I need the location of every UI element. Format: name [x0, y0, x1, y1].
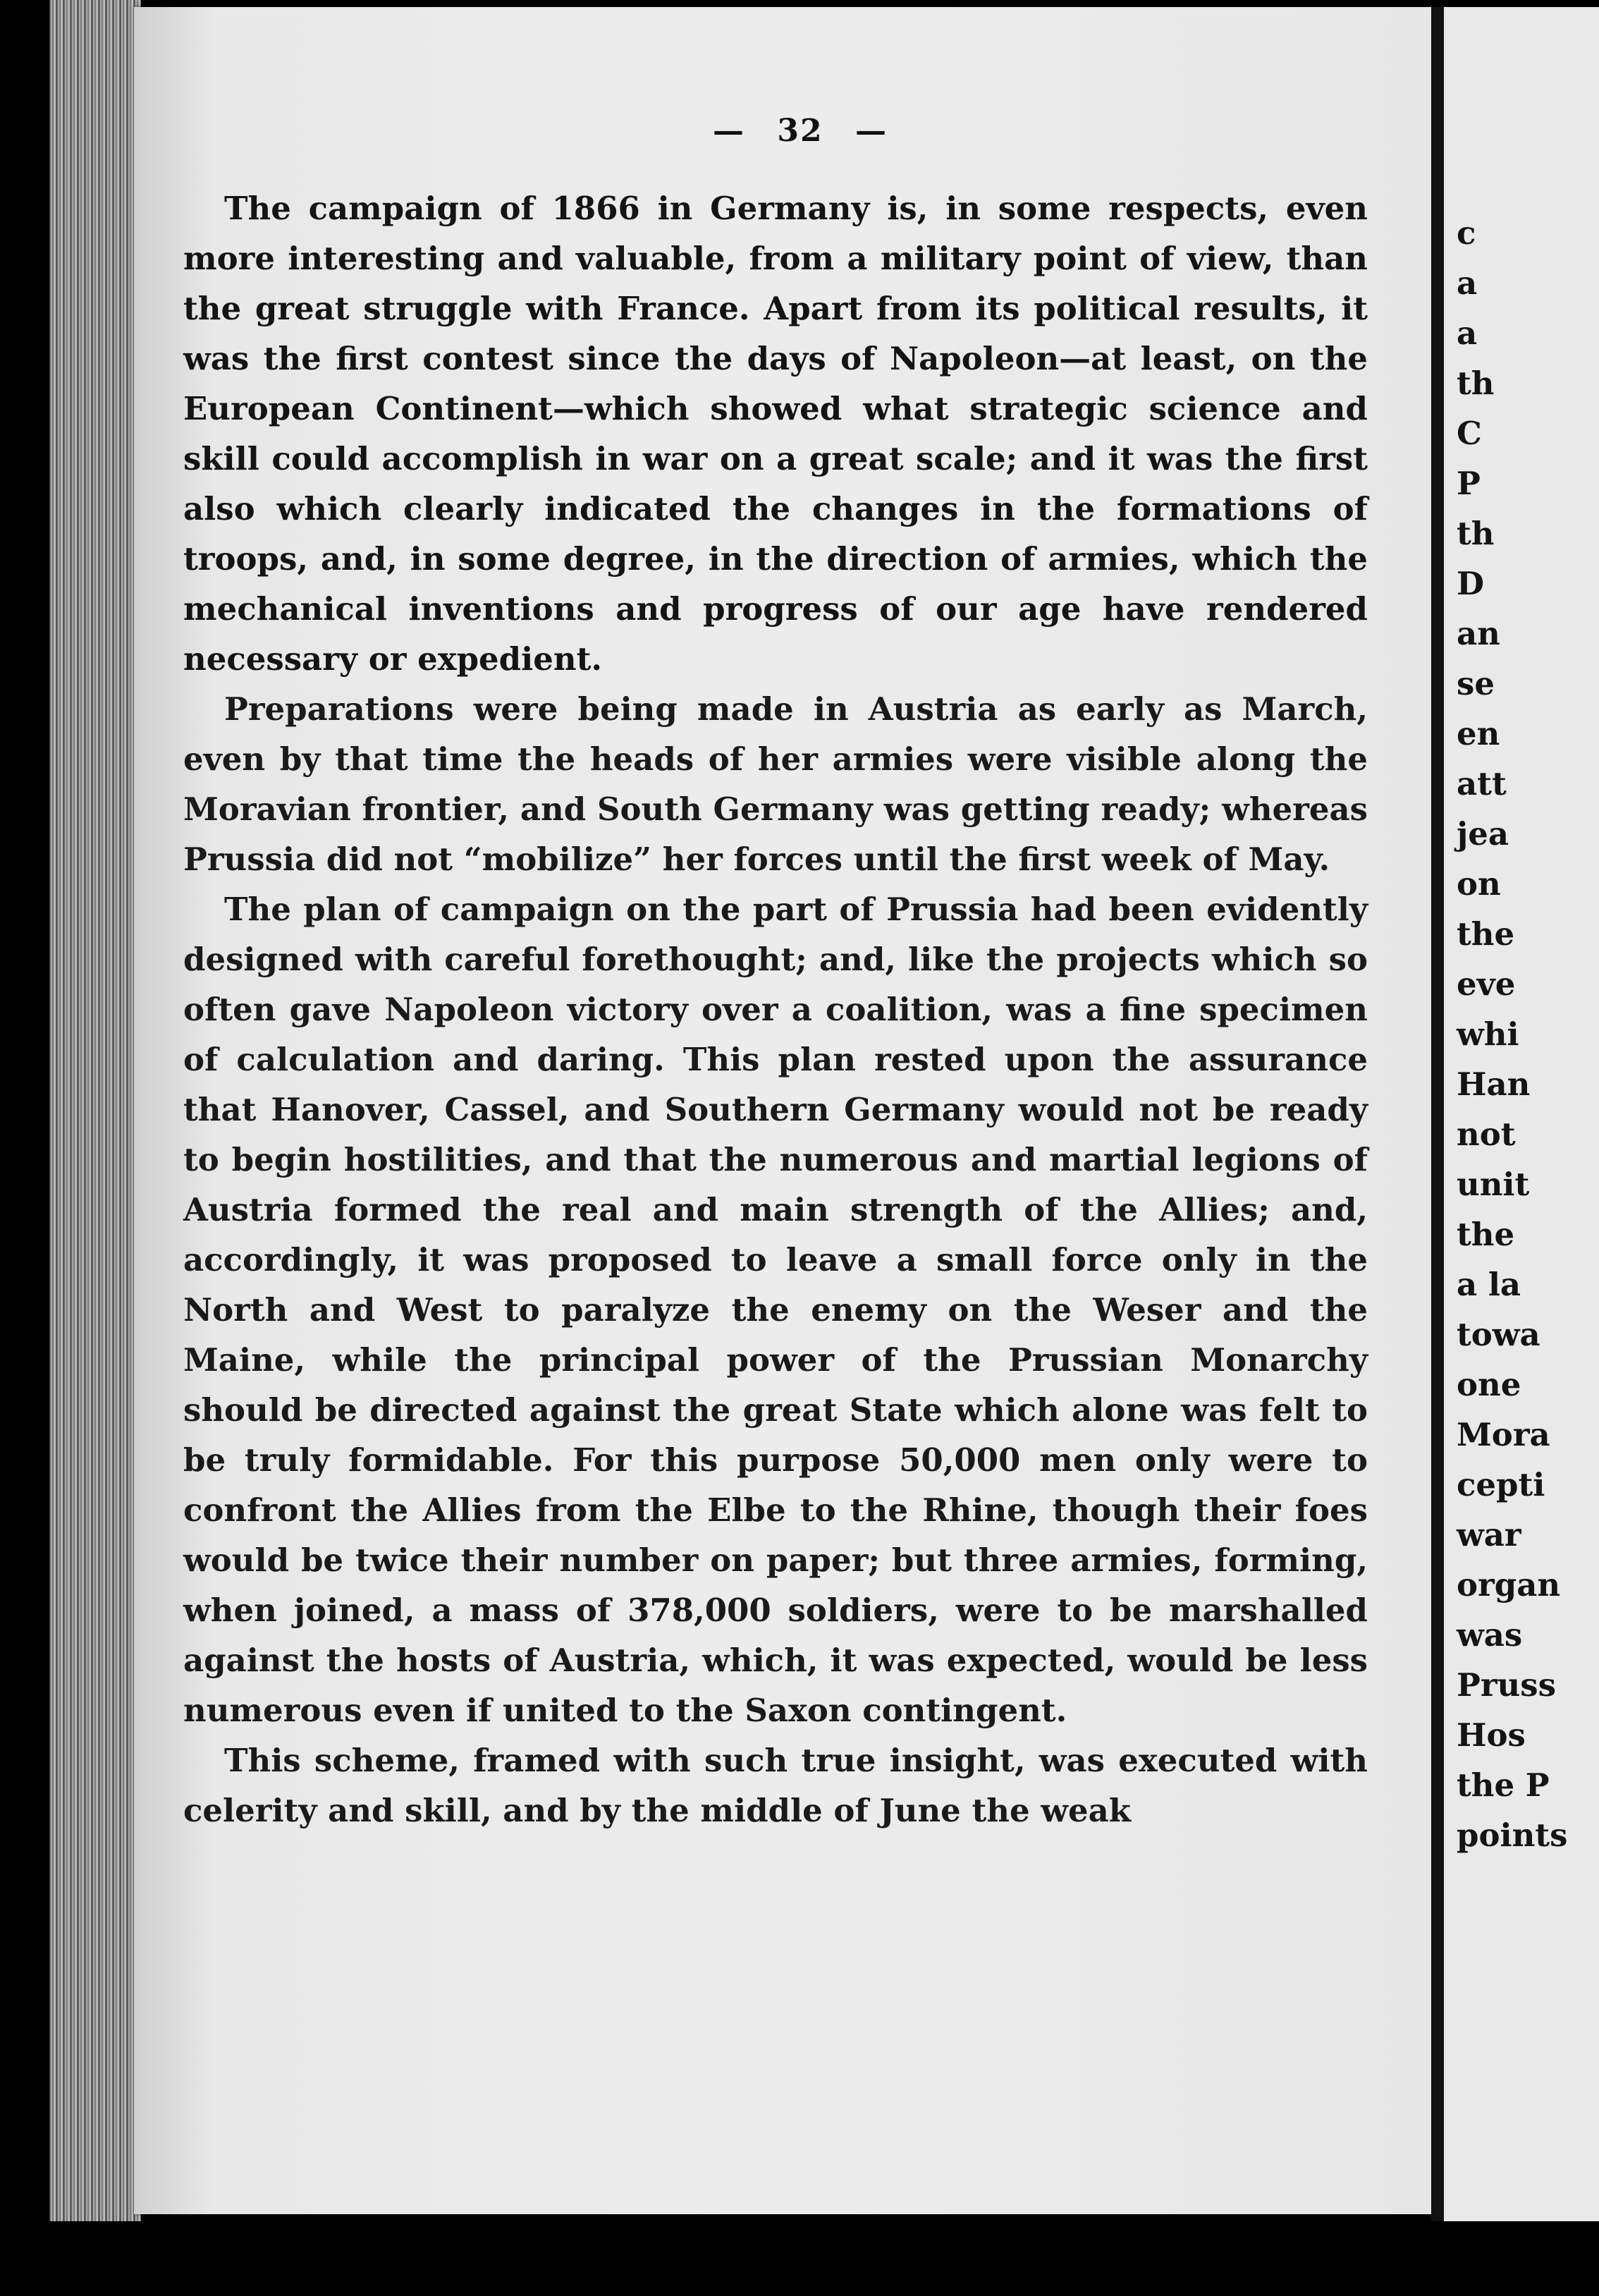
paragraph-plan-of-campaign: The plan of campaign on the part of Prussia had been evidently designed with careful forethought; and, like the projects which so often gave Napoleon victory over a coalition, was a fine specimen of calculation and daring. This plan rested upon the assurance that Hanover, Cassel, and Southern Germany would not be ready to begin hostilities, and that the numerous and martial legions of Austria formed the real and main strength of the Allies; and, accordingly, it was proposed to leave a small force only in the North and West to paralyze the enemy on the Weser and the Maine, while the principal power of the Prussian Monarchy should be directed against the great State which alone was felt to be truly formidable. For this purpose 50,000 men only were to confront the Allies from the Elbe to the Rhine, though their foes would be twice their number on paper; but three armies, forming, when joined, a mass of 378,000 soldiers, were to be marshalled against the hosts of Austria, which, it was expected, would be less numerous even if united to the Saxon contingent.	[183, 891, 1368, 1729]
facing-line: jea	[1457, 815, 1509, 853]
facing-line: was	[1457, 1616, 1523, 1654]
facing-line: C	[1457, 415, 1482, 452]
facing-line: P	[1457, 465, 1481, 502]
facing-line: on	[1457, 865, 1501, 903]
facing-line: organ	[1457, 1566, 1561, 1604]
facing-page-lines	[1457, 208, 1567, 1860]
facing-line: the	[1457, 915, 1515, 953]
facing-line: the	[1457, 1216, 1515, 1253]
folio-dash-right: —	[854, 113, 888, 149]
book-page-edges	[49, 0, 141, 2221]
facing-line: Hos	[1457, 1716, 1526, 1754]
facing-line: D	[1457, 565, 1485, 602]
facing-line: th	[1457, 365, 1495, 402]
facing-line: a	[1457, 264, 1478, 302]
facing-line: th	[1457, 515, 1495, 552]
paragraph-preparations: Preparations were being made in Austria as early as March, even by that time the heads of her armies were visible along the Moravian frontier, and South Germany was getting ready; whereas Prussia did not “mobilize” her forces until the first week of May.	[183, 690, 1368, 878]
facing-line: c	[1457, 214, 1476, 252]
folio-dash-left: —	[713, 113, 746, 149]
body-text	[183, 183, 1368, 1836]
facing-line: whi	[1457, 1015, 1519, 1053]
facing-line: one	[1457, 1366, 1521, 1403]
facing-line: points	[1457, 1816, 1568, 1854]
facing-line: war	[1457, 1516, 1521, 1553]
facing-line: unit	[1457, 1166, 1530, 1203]
facing-line: an	[1457, 615, 1500, 652]
facing-page-fragment	[1431, 7, 1599, 2221]
facing-line: se	[1457, 665, 1495, 702]
facing-line: eve	[1457, 965, 1516, 1003]
facing-line: cepti	[1457, 1466, 1545, 1503]
page-number-header	[134, 113, 1466, 149]
facing-line: the P	[1457, 1766, 1550, 1804]
facing-line: Han	[1457, 1065, 1531, 1103]
facing-line: att	[1457, 765, 1507, 802]
facing-line: en	[1457, 715, 1500, 752]
facing-line: Mora	[1457, 1416, 1550, 1453]
facing-line: a	[1457, 315, 1478, 352]
facing-line: Pruss	[1457, 1666, 1556, 1704]
facing-line: not	[1457, 1116, 1516, 1153]
page-number: 32	[777, 113, 823, 149]
facing-line: a la	[1457, 1266, 1521, 1303]
paragraph-campaign-1866: The campaign of 1866 in Germany is, in some respects, even more interesting and valuable, from a military point of view, than the great struggle with France. Apart from its political results, it was the first contest since the days of Napoleon—at least, on the European Continent—which showed what strategic science and skill could accomplish in war on a great scale; and it was the first also which clearly indicated the changes in the formations of troops, and, in some degree, in the direction of armies, which the mechanical inventions and progress of our age have rendered necessary or expedient.	[183, 190, 1368, 678]
facing-line: towa	[1457, 1316, 1540, 1353]
paragraph-scheme: This scheme, framed with such true insight, was executed with celerity and skill, and by the middle of June the weak	[183, 1742, 1368, 1829]
